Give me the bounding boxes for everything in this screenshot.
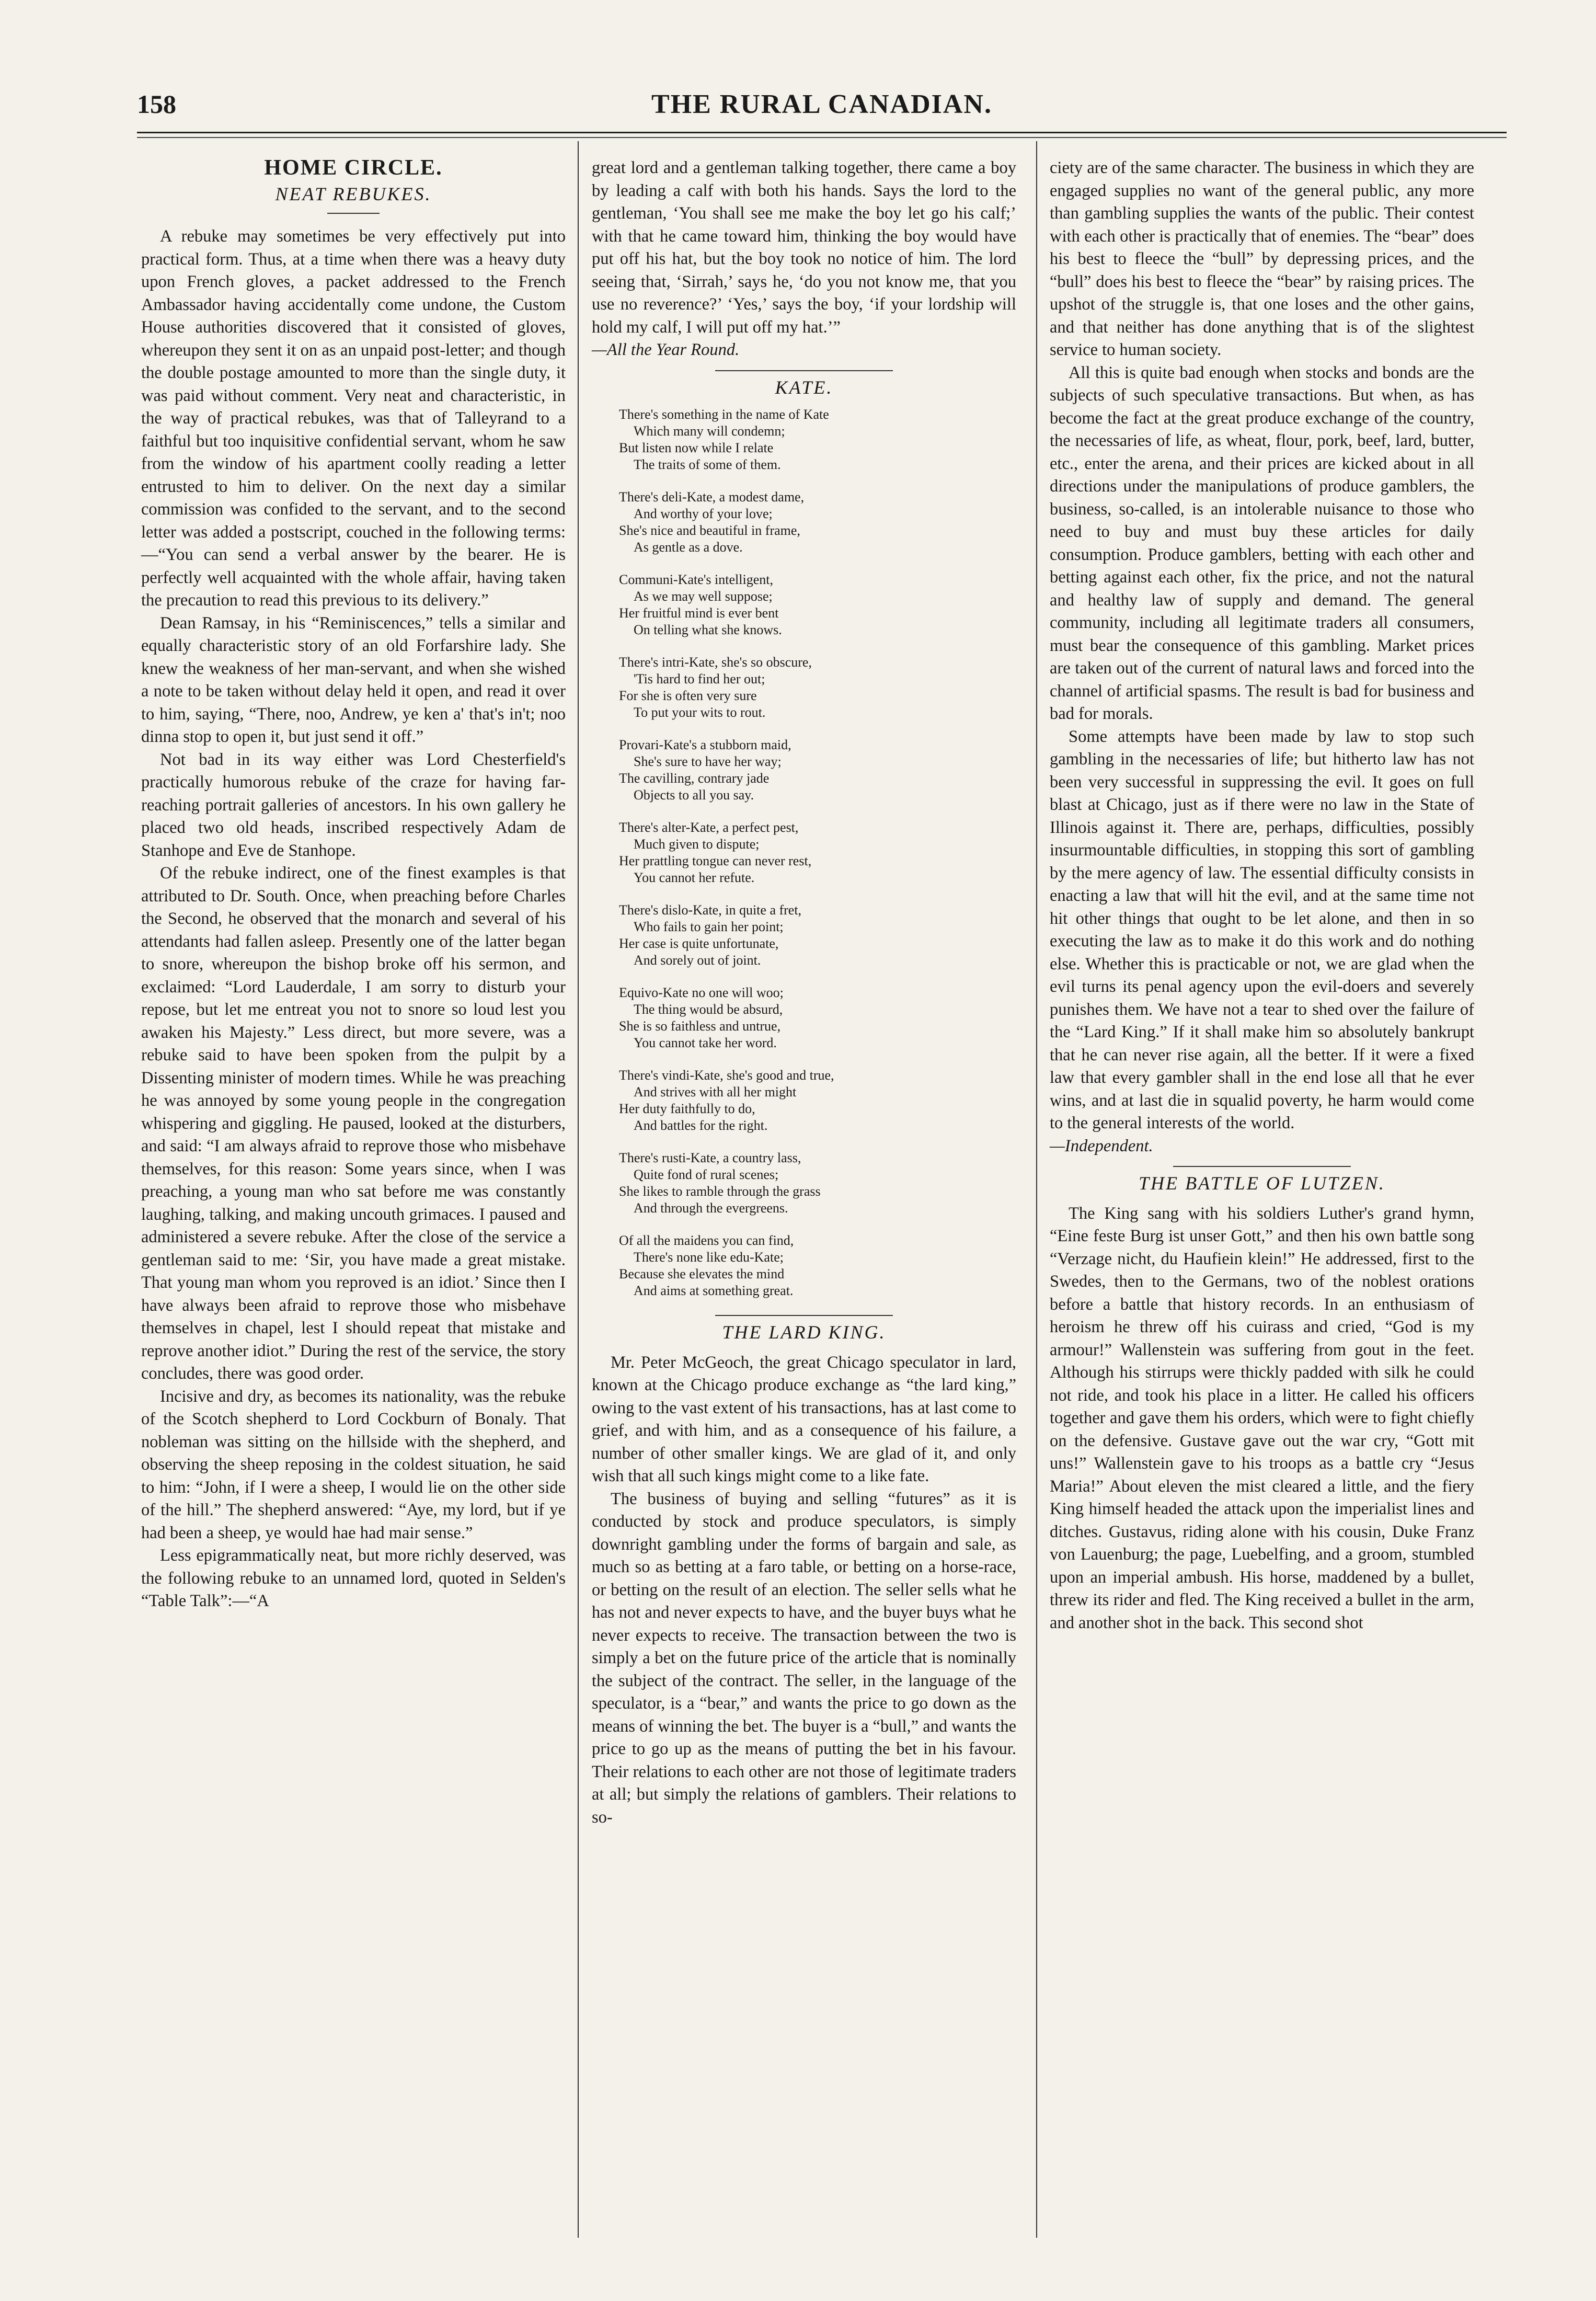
poem-line: The cavilling, contrary jade bbox=[619, 771, 770, 786]
poem-line: And sorely out of joint. bbox=[634, 953, 761, 968]
poem-line: She likes to ramble through the grass bbox=[619, 1184, 821, 1199]
poem-line: There's dislo-Kate, in quite a fret, bbox=[619, 902, 802, 918]
poem-line: Which many will condemn; bbox=[634, 423, 785, 439]
paragraph: All this is quite bad enough when stocks and bonds are the subjects of such speculative transactions. But when, as has become the fact at the great produce exchange of the country, the necessaries of life, as wheat, flour, pork, beef, lard, butter, etc., enter the arena, and their prices are kicked about in all directions under the manipulations of produce gamblers, the business, so-called, is an intolerable nuisance to those who need to buy and must buy these articles for daily consumption. Produce gamblers, betting with each other and betting against each other, fix the price, and not the natural and healthy law of supply and demand. The general community, including all legitimate traders all consumers, must bear the consequence of this gambling. Market prices are taken out of the current of natural laws and forced into the channel of artificial spasms. The result is bad for business and bad for morals. bbox=[1050, 363, 1474, 723]
source-attribution: —Independent. bbox=[1050, 1136, 1153, 1155]
newspaper-title: THE RURAL CANADIAN. bbox=[651, 89, 992, 119]
poem-line: There's intri-Kate, she's so obscure, bbox=[619, 655, 812, 670]
column-divider bbox=[1036, 141, 1037, 2238]
poem-title: KATE. bbox=[775, 376, 833, 398]
paragraph: The King sang with his soldiers Luther's grand hymn, “Eine feste Burg ist unser Gott,” and then his own battle song “Verzage nicht, du Haufiein klein!” He addressed, first to the Swedes, then to the Germans, two of the noblest orations before a battle that history records. In an enthusiasm of heroism he threw off his cuirass and cried, “God is my armour!” Wallenstein was suffering from gout in the feet. Although his stirrups were thickly padded with silk he could not ride, and took his place in a litter. He called his officers together and gave them his orders, which were to fight chiefly on the defensive. Gustave gave out the war cry, “Gott mit uns!” Wallenstein gave to his troops as a battle cry “Jesus Maria!” About eleven the mist cleared a little, and the fiery King himself headed the attack upon the imperialist lines and ditches. Gustavus, riding alone with his cousin, Duke Franz von Lauenburg; the page, Luebelfing, and a groom, stumbled upon an imperial ambush. His horse, maddened by a bullet, threw its rider and fled. The King received a bullet in the arm, and another shot in the back. This second shot bbox=[1050, 1204, 1474, 1632]
poem-line: And aims at something great. bbox=[634, 1283, 794, 1298]
poem-stanza bbox=[619, 571, 1016, 638]
poem-line: You cannot her refute. bbox=[634, 870, 755, 885]
poem-line: The thing would be absurd, bbox=[634, 1002, 783, 1017]
poem-line: For she is often very sure bbox=[619, 688, 757, 703]
poem-stanza bbox=[619, 737, 1016, 804]
poem-line: Quite fond of rural scenes; bbox=[634, 1167, 779, 1182]
poem-line: She's nice and beautiful in frame, bbox=[619, 523, 800, 538]
poem-stanza bbox=[619, 902, 1016, 969]
paragraph: A rebuke may sometimes be very effectively put into practical form. Thus, at a time when there was a heavy duty upon French gloves, a packet addressed to the French Ambassador having accidentally come undone, the Custom House authorities discovered that it consisted of gloves, whereupon they sent it on as an unpaid post-letter; and though the double postage amounted to more than the single duty, it was paid without comment. Very neat and characteristic, in the way of practical rebukes, was that of Talleyrand to a faithful but too inquisitive confidential servant, whom he saw from the window of his apartment coolly reading a letter entrusted to him to deliver. On the next day a similar commission was confided to the servant, and to the second letter was added a postscript, couched in the following terms:—“You can send a verbal answer by the bearer. He is perfectly well acquainted with the whole affair, having taken the precaution to read this previous to its delivery.” bbox=[141, 227, 566, 610]
paragraph: Incisive and dry, as becomes its nationality, was the rebuke of the Scotch shepherd to Lord Cockburn of Bonaly. That nobleman was sitting on the hillside with the shepherd, and observing the sheep reposing in the coldest situation, he said to him: “John, if I were a sheep, I would lie on the other side of the hill.” The shepherd answered: “Aye, my lord, but if ye had been a sheep, ye would hae had mair sense.” bbox=[141, 1387, 566, 1542]
poem-stanza bbox=[619, 406, 1016, 473]
poem-line: Her prattling tongue can never rest, bbox=[619, 853, 812, 868]
masthead bbox=[137, 89, 1507, 125]
article-separator bbox=[1173, 1166, 1351, 1167]
poem-line: The traits of some of them. bbox=[634, 457, 781, 472]
poem-line: On telling what she knows. bbox=[634, 622, 782, 637]
paragraph: Less epigrammatically neat, but more richly deserved, was the following rebuke to an unnamed lord, quoted in Selden's “Table Talk”:—“A bbox=[141, 1546, 566, 1610]
poem-stanza bbox=[619, 489, 1016, 556]
poem-stanza bbox=[619, 1150, 1016, 1217]
poem bbox=[592, 406, 1016, 1299]
column-right bbox=[1050, 157, 1474, 1634]
title-rule bbox=[327, 213, 380, 214]
poem-line: And through the evergreens. bbox=[634, 1200, 788, 1216]
paragraph: Not bad in its way either was Lord Chesterfield's practically humorous rebuke of the craze for having far-reaching portrait galleries of ancestors. In his own gallery he placed two old heads, inscribed respectively Adam de Stanhope and Eve de Stanhope. bbox=[141, 750, 566, 860]
poem-line: And strives with all her might bbox=[634, 1084, 797, 1100]
poem-line: Provari-Kate's a stubborn maid, bbox=[619, 737, 791, 752]
poem-stanza bbox=[619, 1067, 1016, 1134]
header-rule bbox=[137, 132, 1507, 133]
paragraph: Some attempts have been made by law to stop such gambling in the necessaries of life; but hitherto law has not been very successful in suppressing the evil. It goes on full blast at Chicago, just as if there were no law in the State of Illinois against it. There are, perhaps, difficulties, possibly insurmountable difficulties, in stopping this sort of gambling by the mere agency of law. The essential difficulty consists in enacting a law that will hit the evil, and at the same time not hit other things that ought to be let alone, and then in so executing the law as to make it do this work and do nothing else. Whether this is practicable or not, we are glad when the evil turns its penal agency upon the evil-doers and severely punishes them. We have not a tear to shed over the failure of the “Lard King.” If it shall make him so absolutely bankrupt that he can never rise again, all the better. If it were a fixed law that every gambler shall in the end lose all that he ever wins, and at last die in squalid poverty, he harm would come to the general interests of the world. bbox=[1050, 727, 1474, 1132]
column-left bbox=[141, 157, 566, 1613]
poem-line: There's none like edu-Kate; bbox=[634, 1250, 784, 1265]
poem-line: 'Tis hard to find her out; bbox=[634, 671, 765, 686]
poem-line: Her duty faithfully to do, bbox=[619, 1101, 755, 1116]
poem-stanza bbox=[619, 654, 1016, 721]
poem-line: Of all the maidens you can find, bbox=[619, 1233, 794, 1248]
header-rule-double bbox=[137, 137, 1507, 138]
poem-line: There's alter-Kate, a perfect pest, bbox=[619, 820, 799, 835]
poem-line: But listen now while I relate bbox=[619, 440, 774, 455]
paragraph: The business of buying and selling “futures” as it is conducted by stock and produce speculators, is simply downright gambling under the forms of bargain and sale, as much so as betting at a faro table, or betting on a horse-race, or betting on the result of an election. The seller sells what he has not and never expects to have, and the buyer buys what he never expects to receive. The transaction between the two is simply a bet on the future price of the article that is nominally the subject of the contract. The seller, in the language of the speculator, is a “bear,” and wants the price to go down as the means of winning the bet. The buyer is a “bull,” and wants the price to go up as the means of putting the bet in his favour. Their relations to each other are not those of legitimate traders at all; but simply the relations of gamblers. Their relations to so- bbox=[592, 1489, 1016, 1827]
poem-line: There's deli-Kate, a modest dame, bbox=[619, 489, 805, 505]
paragraph: ciety are of the same character. The business in which they are engaged supplies no want of the general public, any more than gambling supplies the wants of the public. Their contest with each other is practically that of enemies. The “bear” does his best to fleece the “bull” by depressing prices, and the “bull” does his best to fleece the “bear” by raising prices. The upshot of the struggle is, that one loses and the other gains, and that neither has done anything that is of the slightest service to human society. bbox=[1050, 158, 1474, 359]
poem-stanza bbox=[619, 1232, 1016, 1299]
article-title: NEAT REBUKES. bbox=[275, 183, 432, 204]
page-number: 158 bbox=[137, 89, 176, 119]
poem-line: And battles for the right. bbox=[634, 1118, 768, 1133]
poem-line: As gentle as a dove. bbox=[634, 540, 743, 555]
poem-line: You cannot take her word. bbox=[634, 1035, 777, 1050]
article-title: THE LARD KING. bbox=[722, 1322, 886, 1343]
poem-stanza bbox=[619, 984, 1016, 1051]
poem-line: As we may well suppose; bbox=[634, 589, 773, 604]
column-divider bbox=[578, 141, 579, 2238]
poem-line: There's rusti-Kate, a country lass, bbox=[619, 1150, 801, 1165]
column-middle bbox=[592, 157, 1016, 1829]
paragraph: Mr. Peter McGeoch, the great Chicago speculator in lard, known at the Chicago produce exchange as “the lard king,” owing to the vast extent of his transactions, has at last come to grief, and with him, and as a consequence of his failure, a number of other smaller kings. We are glad of it, and only wish that all such kings might come to a like fate. bbox=[592, 1353, 1016, 1485]
poem-line: Her case is quite unfortunate, bbox=[619, 936, 779, 951]
poem-line: There's vindi-Kate, she's good and true, bbox=[619, 1068, 834, 1083]
article-separator bbox=[715, 1315, 893, 1316]
poem-line: Because she elevates the mind bbox=[619, 1266, 785, 1281]
poem-line: She is so faithless and untrue, bbox=[619, 1018, 781, 1034]
paragraph: Dean Ramsay, in his “Reminiscences,” tells a similar and equally characteristic story of an old Forfarshire lady. She knew the weakness of her man-servant, and when she wished a note to be taken without delay held it open, and read it over to him, saying, “There, noo, Andrew, ye ken a' that's in't; noo dinna stop to open it, but just send it off.” bbox=[141, 613, 566, 746]
poem-line: To put your wits to rout. bbox=[634, 705, 766, 720]
poem-stanza bbox=[619, 819, 1016, 886]
paragraph: great lord and a gentleman talking together, there came a boy by leading a calf with both his hands. Says the lord to the gentleman, ‘You shall see me make the boy let go his calf;’ with that he came toward him, thinking the boy would have put off his hat, but the boy took no notice of him. The lord seeing that, ‘Sirrah,’ says he, ‘do you not know me, that you use no reverence?’ ‘Yes,’ says the boy, ‘if your lordship will hold my calf, I will put off my hat.’” bbox=[592, 158, 1016, 337]
poem-line: Communi-Kate's intelligent, bbox=[619, 572, 773, 587]
poem-line: Much given to dispute; bbox=[634, 837, 760, 852]
poem-line: And worthy of your love; bbox=[634, 506, 773, 521]
article-separator bbox=[715, 370, 893, 371]
paragraph: Of the rebuke indirect, one of the finest examples is that attributed to Dr. South. Once, when preaching before Charles the Second, he observed that the monarch and several of his attendants had fallen asleep. Presently one of the latter began to snore, whereupon the bishop broke off his sermon, and exclaimed: “Lord Lauderdale, I am sorry to disturb your repose, but let me entreat you not to snore so loud lest you awaken his Majesty.” Less direct, but more severe, was a rebuke said to have been spoken from the pulpit by a Dissenting minister of modern times. While he was preaching he was annoyed by some young people in the congregation whispering and giggling. He paused, looked at the disturbers, and said: “I am always afraid to reprove those who misbehave themselves, for this reason: Some years since, when I was preaching, a young man who sat before me was constantly laughing, talking, and making uncouth grimaces. I paused and administered a severe rebuke. After the close of the service a gentleman said to me: ‘Sir, you have made a great mistake. That young man whom you reproved is an idiot.’ Since then I have always been afraid to reprove those who misbehave themselves in chapel, lest I should repeat that mistake and reprove another idiot.” During the rest of the service, the story concludes, there was good order. bbox=[141, 864, 566, 1383]
poem-line: Objects to all you say. bbox=[634, 787, 754, 803]
poem-line: There's something in the name of Kate bbox=[619, 407, 829, 422]
poem-line: She's sure to have her way; bbox=[634, 754, 782, 769]
article-title: THE BATTLE OF LUTZEN. bbox=[1139, 1173, 1385, 1194]
poem-line: Equivo-Kate no one will woo; bbox=[619, 985, 784, 1000]
source-attribution: —All the Year Round. bbox=[592, 340, 740, 359]
section-heading: HOME CIRCLE. bbox=[264, 156, 443, 180]
poem-line: Her fruitful mind is ever bent bbox=[619, 605, 779, 621]
poem-line: Who fails to gain her point; bbox=[634, 919, 784, 934]
